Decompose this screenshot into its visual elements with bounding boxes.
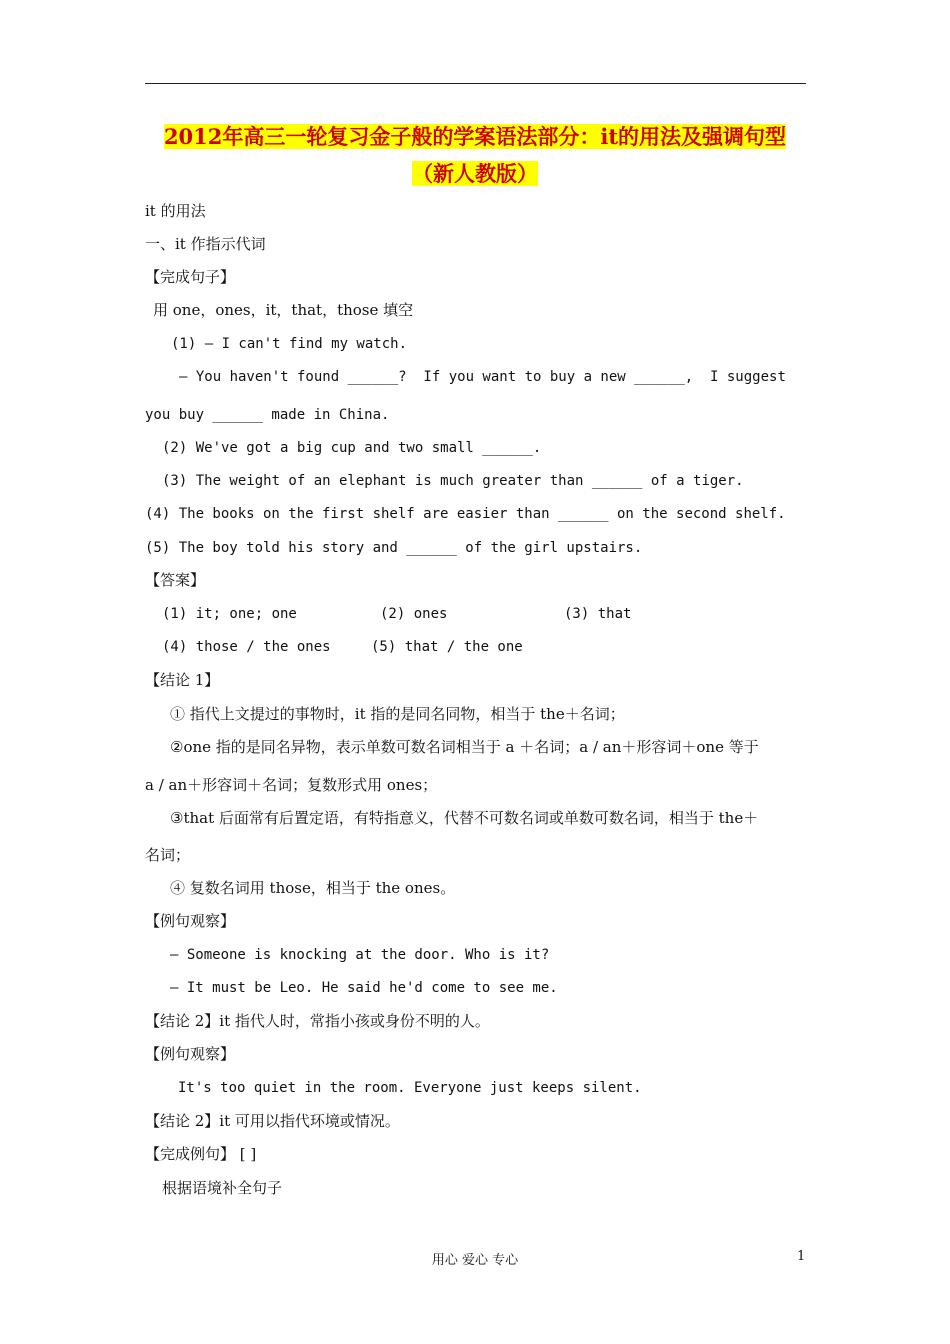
section-heading: it 的用法 xyxy=(145,202,206,220)
exercise-1-cont-2: you buy ______ made in China. xyxy=(145,407,390,423)
footer-motto: 用心 爱心 专心 xyxy=(431,1253,519,1268)
conclusion-1-item-2-cont: a / an＋形容词＋名词；复数形式用 ones； xyxy=(145,776,438,794)
label-conclusion-1: 【结论 1】 xyxy=(145,671,220,689)
conclusion-1-item-3: ③that 后面常有后置定语，有特指意义，代替不可数名词或单数可数名词，相当于 the＋ xyxy=(170,809,759,827)
page-number: 1 xyxy=(797,1249,806,1264)
conclusion-1-item-3-cont: 名词； xyxy=(145,846,191,864)
answer-2: (2) ones xyxy=(380,606,448,622)
answer-3: (3) that xyxy=(564,606,632,622)
exercise-2: (2) We've got a big cup and two small ______. xyxy=(162,440,542,456)
conclusion-2a: 【结论 2】it 指代人时，常指小孩或身份不明的人。 xyxy=(145,1012,490,1030)
example-1-line-1: — Someone is knocking at the door. Who is it? xyxy=(170,947,550,963)
example-2-line: It's too quiet in the room. Everyone just keeps silent. xyxy=(178,1080,642,1096)
conclusion-1-item-1: ① 指代上文提过的事物时，it 指的是同名同物，相当于 the＋名词； xyxy=(170,705,625,723)
instruction-2: 根据语境补全句子 xyxy=(162,1179,283,1197)
title-line-2: （新人教版） xyxy=(412,161,538,186)
label-example-1: 【例句观察】 xyxy=(145,912,236,930)
label-complete-sentences: 【完成句子】 xyxy=(145,268,236,286)
conclusion-1-item-4: ④ 复数名词用 those，相当于 the ones。 xyxy=(170,879,456,897)
exercise-4: (4) The books on the first shelf are easier than ______ on the second shelf. xyxy=(145,506,786,522)
answer-4: (4) those / the ones xyxy=(162,639,331,655)
label-complete-examples: 【完成例句】 [ ] xyxy=(145,1145,257,1163)
label-answers: 【答案】 xyxy=(145,571,206,589)
subsection-heading: 一、it 作指示代词 xyxy=(145,235,266,253)
answer-5: (5) that / the one xyxy=(371,639,523,655)
exercise-5: (5) The boy told his story and ______ of the girl upstairs. xyxy=(145,540,643,556)
example-1-line-2: — It must be Leo. He said he'd come to see me. xyxy=(170,980,558,996)
header-rule xyxy=(145,83,806,84)
exercise-3: (3) The weight of an elephant is much greater than ______ of a tiger. xyxy=(162,473,744,489)
label-example-2: 【例句观察】 xyxy=(145,1045,236,1063)
conclusion-2b: 【结论 2】it 可用以指代环境或情况。 xyxy=(145,1112,400,1130)
exercise-1: (1) — I can't find my watch. xyxy=(171,336,408,352)
instruction: 用 one，ones，it，that，those 填空 xyxy=(153,301,414,319)
exercise-1-cont: — You haven't found ______? If you want to buy a new ______, I suggest xyxy=(179,369,786,385)
title-line-1: 2012年高三一轮复习金子般的学案语法部分：it的用法及强调句型 xyxy=(163,124,787,149)
answer-1: (1) it; one; one xyxy=(162,606,297,622)
conclusion-1-item-2: ②one 指的是同名异物，表示单数可数名词相当于 a ＋名词；a / an＋形容词＋one 等于 xyxy=(170,738,759,756)
